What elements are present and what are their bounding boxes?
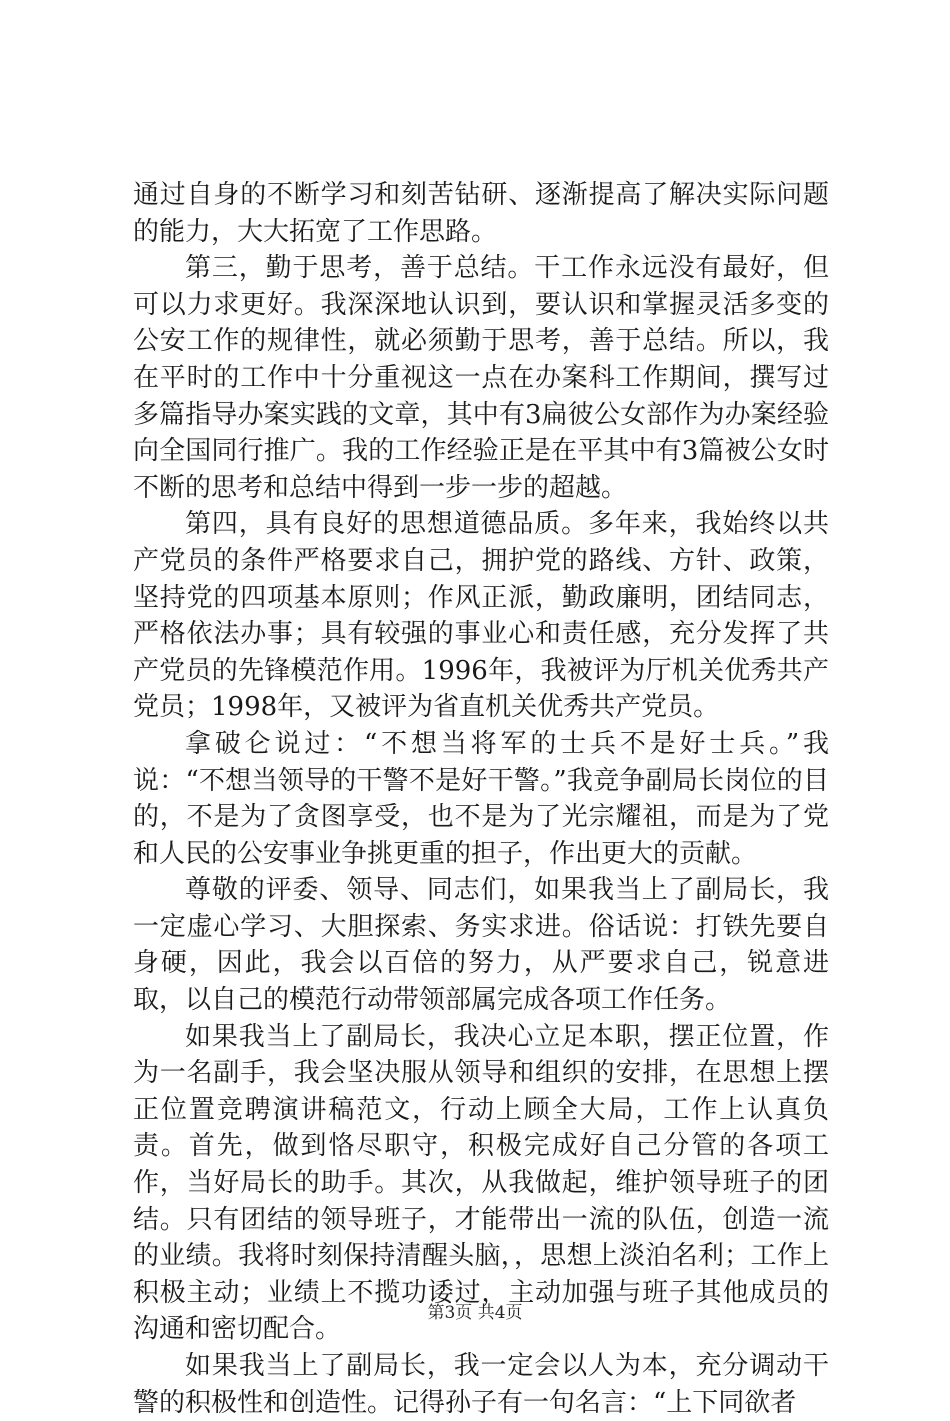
paragraph-deputy-role: 如果我当上了副局长，我决心立足本职，摆正位置，作为一名副手，我会坚决服从领导和组织的安排，在思想上摆正位置竞聘演讲稿范文，行动上顾全大局，工作上认真负责。首先，做到恪尽职守，积极完成好自己分管的各项工作，当好局长的助手。其次，从我做起，维护领导班子的团结。只有团结的领导班子，才能带出一流的队伍，创造一流的业绩。我将时刻保持清醒头脑，，思想上淡泊名利；工作上积极主动；业绩上不揽功诿过，主动加强与班子其他成员的沟通和密切配合。 <box>133 1021 829 1345</box>
paragraph-continuation: 通过自身的不断学习和刻苦钻研、逐渐提高了解决实际问题的能力，大大拓宽了工作思路。 <box>133 180 829 247</box>
paragraph-napoleon-quote: 拿破仑说过：“不想当将军的士兵不是好士兵。”我说：“不想当领导的干警不是好干警。”我竞争副局长岗位的目的，不是为了贪图享受，也不是为了光宗耀祖，而是为了党和人民的公安事业争挑更重的担子，作出更大的贡献。 <box>133 728 829 869</box>
paragraph-third-point: 第三，勤于思考，善于总结。干工作永远没有最好，但可以力求更好。我深深地认识到，要认识和掌握灵活多变的公安工作的规律性，就必须勤于思考，善于总结。所以，我在平时的工作中十分重视这一点在办案科工作期间，撰写过多篇指导办案实践的文章，其中有3扁彼公女部作为办案经验向全国同行推广。我的工作经验正是在平其中有3篇被公女时不断的思考和总结中得到一步一步的超越。 <box>133 253 829 503</box>
paragraph-fourth-point: 第四，具有良好的思想道德品质。多年来，我始终以共产党员的条件严格要求自己，拥护党的路线、方针、政策，坚持党的四项基本原则；作风正派，勤政廉明，团结同志，严格依法办事；具有较强的事业心和责任感，充分发挥了共产党员的先锋模范作用。1996年，我被评为厅机关优秀共产党员；1998年，又被评为省直机关优秀共产党员。 <box>133 509 829 723</box>
page-footer: 第3页 共4页 <box>427 1303 523 1323</box>
paragraph-people-oriented: 如果我当上了副局长，我一定会以人为本，充分调动干警的积极性和创造性。记得孙子有一句名言：“上下同欲者 <box>133 1351 829 1418</box>
paragraph-address-judges: 尊敬的评委、领导、同志们，如果我当上了副局长，我一定虚心学习、大胆探索、务实求进。俗话说：打铁先要自身硬，因此，我会以百倍的努力，从严要求自己，锐意进取，以自己的模范行动带领部属完成各项工作任务。 <box>133 875 829 1016</box>
document-body <box>133 177 829 1421</box>
